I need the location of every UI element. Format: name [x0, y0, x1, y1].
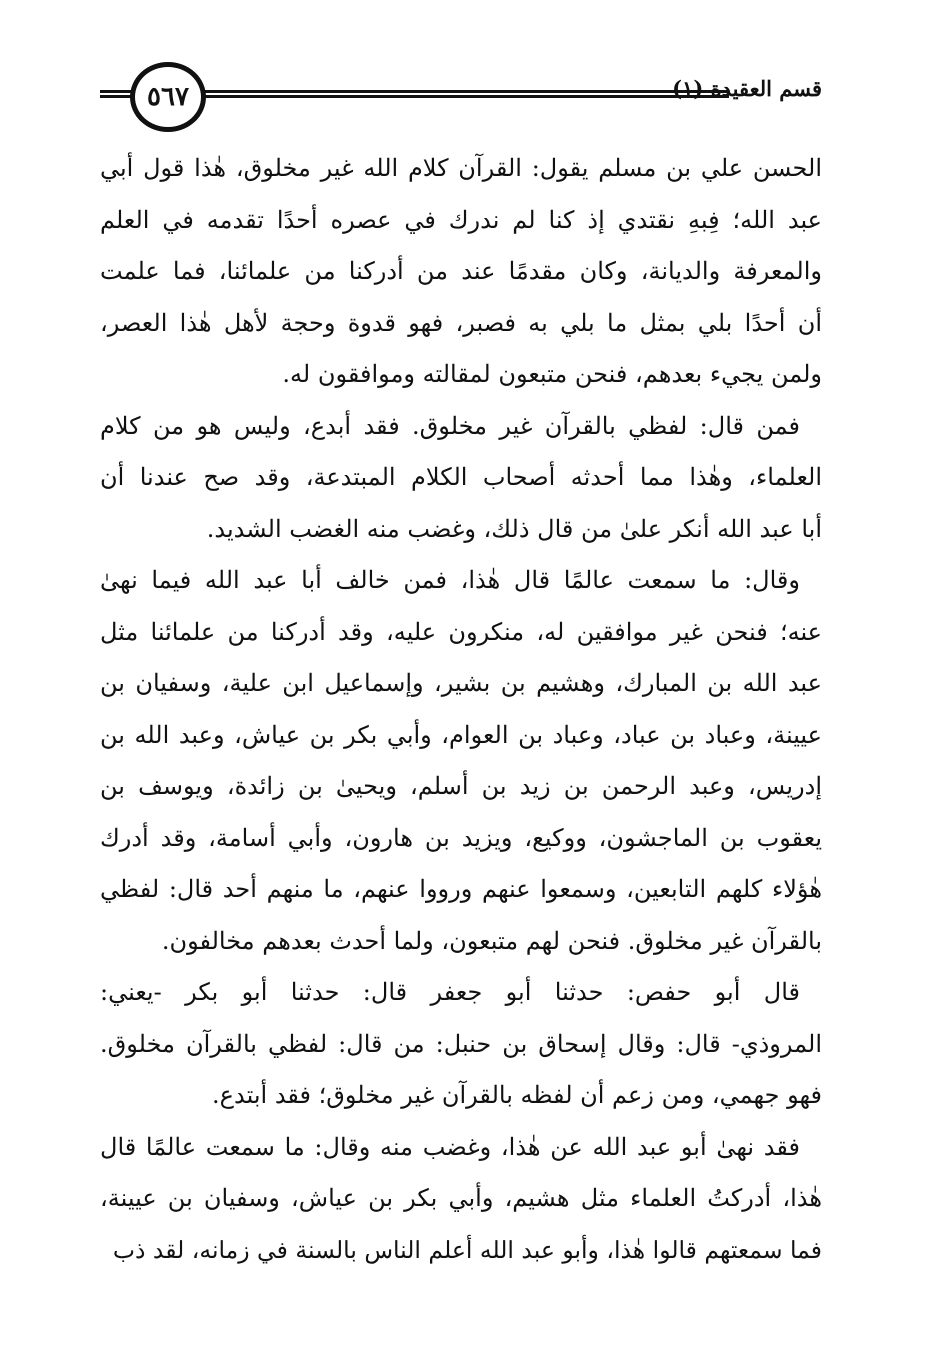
text-line: أبا عبد الله أنكر علىٰ من قال ذلك، وغضب منه الغضب الشديد.: [206, 514, 822, 543]
text-line: فما سمعتهم قالوا هٰذا، وأبو عبد الله أعلم الناس بالسنة في زمانه، لقد ذب: [112, 1235, 822, 1264]
running-title: قسم العقيدة (١): [672, 76, 822, 101]
page-header: [100, 58, 822, 142]
text-line: وقال: ما سمعت عالمًا قال هٰذا، فمن خالف أبا عبد الله فيما نهىٰ: [100, 566, 800, 594]
text-line: بالقرآن غير مخلوق. فنحن لهم متبعون، ولما أحدث بعدهم مخالفون.: [161, 926, 822, 955]
text-line: عبد الله بن المبارك، وهشيم بن بشير، وإسماعيل ابن علية، وسفيان بن: [100, 669, 822, 697]
text-line: العلماء، وهٰذا مما أحدثه أصحاب الكلام المبتدعة، وقد صح عندنا أن: [100, 463, 822, 491]
text-line: فمن قال: لفظي بالقرآن غير مخلوق. فقد أبدع، وليس هو من كلام: [100, 411, 800, 440]
paragraph: [100, 1122, 822, 1277]
text-line: عبد الله؛ فِبهِ نقتدي إذ كنا لم ندرك في عصره أحدًا تقدمه في العلم: [100, 205, 822, 234]
paragraph: [100, 143, 822, 401]
text-line: والمعرفة والديانة، وكان مقدمًا عند من أدركنا من علمائنا، فما علمت: [100, 257, 822, 285]
text-line: ولمن يجيء بعدهم، فنحن متبعون لمقالته وموافقون له.: [282, 360, 822, 388]
text-line: هٰذا، أدركتُ العلماء مثل هشيم، وأبي بكر بن عياش، وسفيان بن عيينة،: [100, 1184, 822, 1212]
text-line: إدريس، وعبد الرحمن بن زيد بن أسلم، ويحيىٰ بن زائدة، ويوسف بن: [100, 772, 822, 800]
paragraph: [100, 967, 822, 1122]
text-line: الحسن علي بن مسلم يقول: القرآن كلام الله غير مخلوق، هٰذا قول أبي: [100, 154, 822, 182]
paragraph: [100, 555, 822, 967]
text-line: قال أبو حفص: حدثنا أبو جعفر قال: حدثنا أبو بكر -يعني:: [100, 978, 801, 1006]
text-line: عيينة، وعباد بن عباد، وعباد بن العوام، وأبي بكر بن عياش، وعبد الله بن: [100, 720, 822, 749]
text-line: يعقوب بن الماجشون، ووكيع، ويزيد بن هارون، وأبي أسامة، وقد أدرك: [100, 823, 822, 852]
text-line: أن أحدًا بلي بمثل ما بلي به فصبر، فهو قدوة وحجة لأهل هٰذا العصر،: [100, 308, 822, 337]
text-line: المروذي- قال: وقال إسحاق بن حنبل: من قال: لفظي بالقرآن مخلوق.: [100, 1029, 822, 1058]
text-line: فقد نهىٰ أبو عبد الله عن هٰذا، وغضب منه وقال: ما سمعت عالمًا قال: [100, 1132, 801, 1161]
paragraph: [100, 401, 822, 556]
text-line: هٰؤلاء كلهم التابعين، وسمعوا عنهم ورووا عنهم، ما منهم أحد قال: لفظي: [100, 875, 822, 903]
header-rule-left: [100, 90, 134, 98]
page-number-badge: ٥٦٧: [130, 62, 206, 132]
text-line: فهو جهمي، ومن زعم أن لفظه بالقرآن غير مخلوق؛ فقد أبتدع.: [212, 1081, 822, 1109]
text-line: عنه؛ فنحن غير موافقين له، منكرون عليه، وقد أدركنا من علمائنا مثل: [100, 617, 822, 646]
page-body-text: [100, 143, 822, 1276]
